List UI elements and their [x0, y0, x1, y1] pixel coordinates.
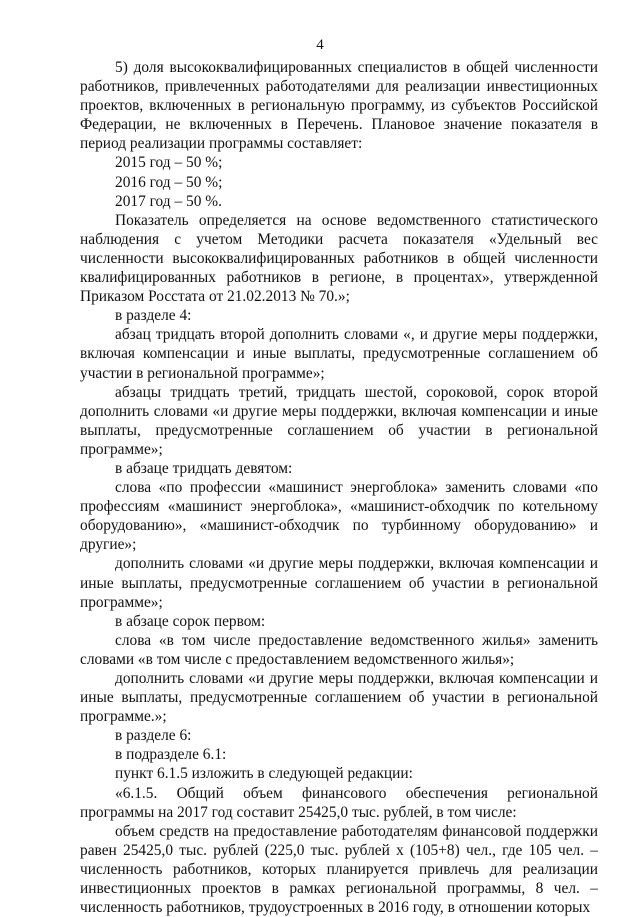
paragraph: 2016 год – 50 %; — [115, 173, 223, 191]
paragraph: в абзаце сорок первом: — [115, 612, 266, 630]
paragraph: в подразделе 6.1: — [115, 746, 227, 764]
paragraph: абзац тридцать второй дополнить словами «, и другие меры поддержки, включая компенсации и иные выплаты, предусмотренные соглашением об участии в региональной программе»; — [80, 326, 598, 382]
paragraph: в разделе 4: — [115, 307, 192, 325]
paragraph: дополнить словами «и другие меры поддержки, включая компенсации и иные выплаты, предусмотренные соглашением об участии в региональной программе.»; — [80, 670, 598, 726]
document-body — [80, 58, 598, 917]
paragraph: в разделе 6: — [115, 727, 192, 745]
paragraph: слова «по профессии «машинист энергоблока» заменить словами «по профессиям «машинист энергоблока», «машинист-обходчик по котельному оборудованию», «машинист-обходчик по турбинному оборудованию» и другие»; — [80, 479, 598, 554]
paragraph: дополнить словами «и другие меры поддержки, включая компенсации и иные выплаты, предусмотренные соглашением об участии в региональной программе»; — [80, 555, 598, 611]
paragraph: 2015 год – 50 %; — [115, 154, 223, 172]
paragraph: 2017 год – 50 %. — [115, 192, 222, 210]
paragraph: Показатель определяется на основе ведомственного статистического наблюдения с учетом Методики расчета показателя «Удельный вес численности высококвалифицированных работников в общей численности квалифицированных работников в регионе, в процентах», утвержденной Приказом Росстата от 21.02.2013 № 70.»; — [80, 211, 598, 306]
paragraph: пункт 6.1.5 изложить в следующей редакции: — [115, 765, 413, 783]
paragraph: в абзаце тридцать девятом: — [115, 459, 293, 477]
paragraph: «6.1.5. Общий объем финансового обеспечения региональной программы на 2017 год составит 25425,0 тыс. рублей, в том числе: — [80, 784, 598, 821]
paragraph: объем средств на предоставление работодателям финансовой поддержки равен 25425,0 тыс. рублей (225,0 тыс. рублей х (105+8) чел., где 105 чел. – численность работников, которых планируется привлечь для реализации инвестиционных проектов в рамках региональной программы, 8 чел. – численность работников, трудоустроенных в 2016 году, в отношении которых — [80, 822, 598, 917]
paragraph: слова «в том числе предоставление ведомственного жилья» заменить словами «в том числе с предоставлением ведомственного жилья»; — [80, 631, 598, 668]
paragraph: абзацы тридцать третий, тридцать шестой, сороковой, сорок второй дополнить словами «и другие меры поддержки, включая компенсации и иные выплаты, предусмотренные соглашением об участии в региональной программе»; — [80, 383, 598, 458]
paragraph: 5) доля высококвалифицированных специалистов в общей численности работников, привлеченных работодателями для реализации инвестиционных проектов, включенных в региональную программу, из субъектов Российской Федерации, не включенных в Перечень. Плановое значение показателя в период реализации программы составляет: — [80, 59, 598, 153]
page-number: 4 — [316, 37, 324, 53]
